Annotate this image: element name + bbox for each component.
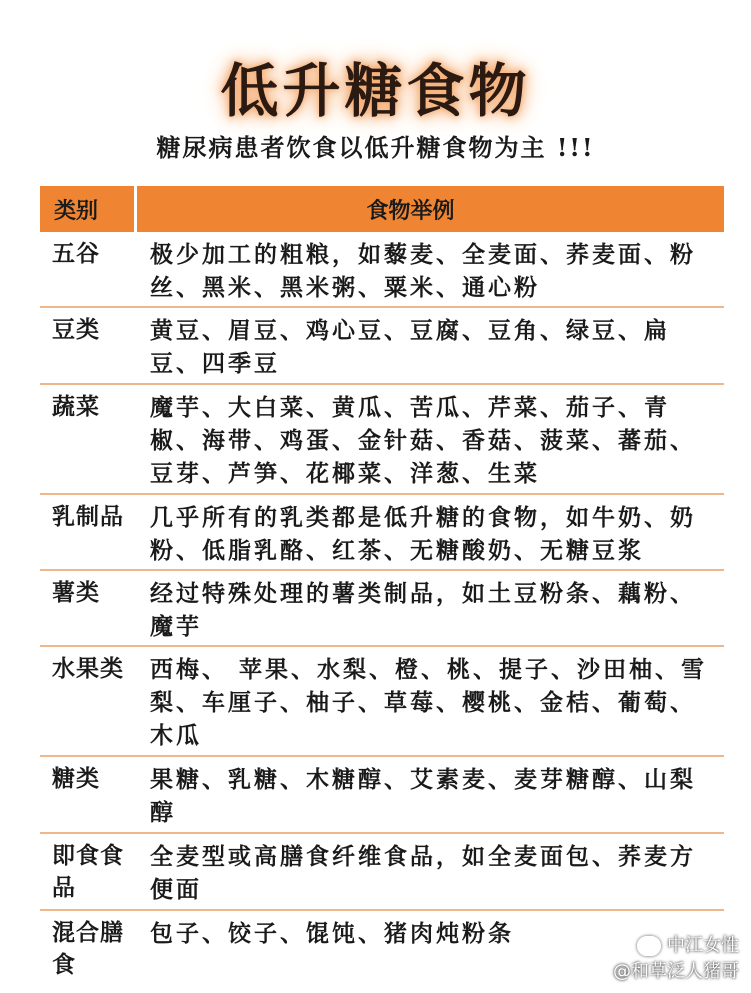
row-items: 全麦型或高膳食纤维食品，如全麦面包、荞麦方便面	[150, 843, 696, 903]
row-items: 几乎所有的乳类都是低升糖的食物，如牛奶、奶粉、低脂乳酪、红茶、无糖酸奶、无糖豆浆	[150, 504, 696, 564]
watermark-account: 中江女性	[667, 935, 739, 956]
row-category: 豆类	[52, 316, 100, 343]
table-row	[40, 647, 724, 757]
row-items: 包子、饺子、馄饨、猪肉炖粉条	[150, 920, 514, 947]
row-category: 水果类	[52, 655, 124, 682]
table-row	[40, 232, 724, 308]
row-items: 极少加工的粗粮，如藜麦、全麦面、荞麦面、粉丝、黑米、黑米粥、粟米、通心粉	[150, 241, 696, 301]
row-category: 混合膳食	[52, 919, 124, 978]
row-items: 魔芋、大白菜、黄瓜、苦瓜、芹菜、茄子、青椒、海带、鸡蛋、金针菇、香菇、菠菜、蕃茄、豆芽、芦笋、花椰菜、洋葱、生菜	[150, 394, 696, 487]
header-category: 类别	[54, 197, 99, 224]
row-category: 蔬菜	[52, 393, 100, 420]
table-row	[40, 834, 724, 911]
row-category: 乳制品	[52, 503, 124, 530]
table-row	[40, 385, 724, 495]
table-row	[40, 571, 724, 647]
row-items: 果糖、乳糖、木糖醇、艾素麦、麦芽糖醇、山梨醇	[150, 766, 696, 826]
table-row	[40, 495, 724, 571]
row-category: 薯类	[52, 579, 100, 606]
watermark-line-1	[613, 933, 739, 959]
row-category: 即食食品	[52, 842, 124, 901]
row-items: 西梅、 苹果、水梨、橙、桃、提子、沙田柚、雪梨、车厘子、柚子、草莓、樱桃、金桔、葡萄、木瓜	[150, 656, 708, 749]
watermark	[613, 933, 739, 985]
wechat-icon	[637, 936, 661, 956]
food-table	[40, 186, 724, 991]
table-header	[40, 186, 724, 232]
page-title: 低升糖食物	[220, 57, 531, 125]
row-category: 糖类	[52, 765, 100, 792]
page-subtitle: 糖尿病患者饮食以低升糖食物为主 !!!	[156, 133, 595, 162]
row-items: 黄豆、眉豆、鸡心豆、豆腐、豆角、绿豆、扁豆、四季豆	[150, 317, 670, 377]
table-row	[40, 308, 724, 385]
row-items: 经过特殊处理的薯类制品，如土豆粉条、藕粉、魔芋	[150, 580, 696, 640]
header-examples: 食物举例	[366, 197, 455, 224]
watermark-line-2: @和草泛人猪哥	[613, 961, 739, 982]
table-row	[40, 757, 724, 834]
row-category: 五谷	[52, 240, 100, 267]
